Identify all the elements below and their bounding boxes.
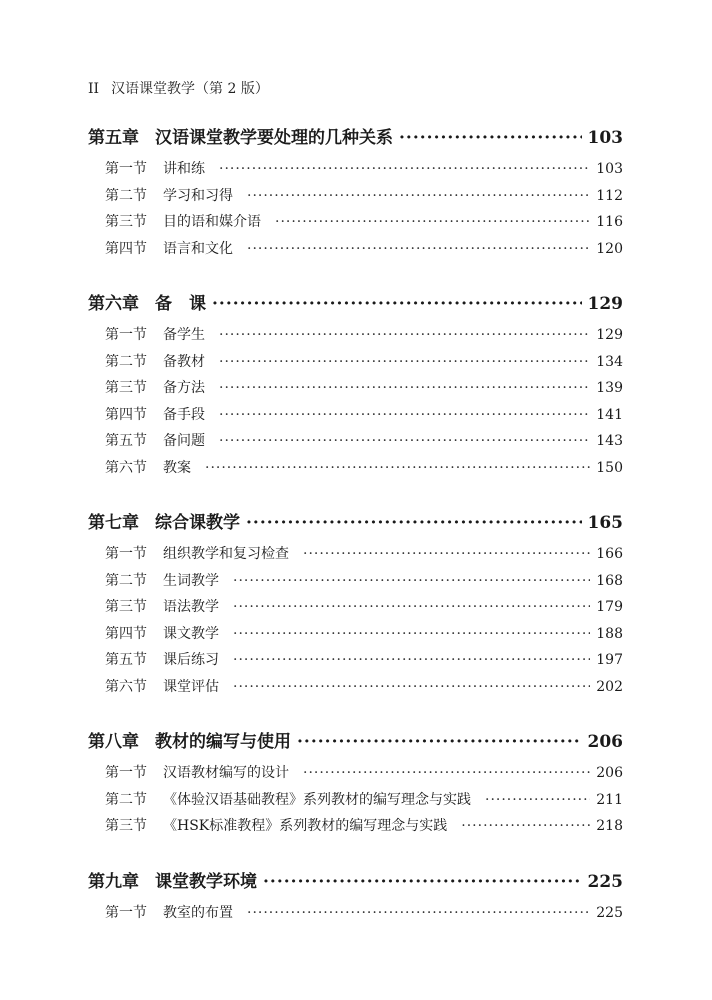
section-title: 备方法 — [163, 380, 205, 396]
section-label: 第六节 — [105, 678, 147, 695]
section-page-number: 188 — [596, 625, 623, 642]
section-title: 教案 — [163, 459, 191, 476]
section-entry[interactable] — [88, 647, 623, 674]
section-label: 第二节 — [105, 353, 147, 370]
section-title: 学习和习得 — [163, 187, 233, 204]
dot-leader — [461, 813, 590, 840]
section-page-number: 168 — [596, 572, 623, 589]
chapter-title: 汉语课堂教学要处理的几种关系 — [155, 128, 393, 148]
chapter-entry[interactable] — [88, 505, 623, 541]
section-title: 语法教学 — [163, 599, 219, 615]
section-title: 组织教学和复习检查 — [163, 546, 289, 562]
section-page-number: 112 — [596, 187, 623, 204]
section-page-number: 150 — [596, 459, 623, 476]
dot-leader — [247, 183, 590, 210]
header-page-number: II — [88, 81, 100, 97]
section-page-number: 103 — [596, 161, 623, 177]
section-label: 第三节 — [105, 599, 147, 615]
section-label: 第三节 — [105, 380, 147, 396]
section-page-number: 139 — [596, 380, 623, 396]
section-label: 第一节 — [105, 765, 147, 781]
section-title: 汉语教材编写的设计 — [163, 765, 289, 781]
chapter-page-number: 225 — [587, 871, 623, 892]
section-entry[interactable] — [88, 183, 623, 210]
chapter-label: 第九章 — [88, 871, 139, 892]
chapter-entry[interactable] — [88, 724, 623, 760]
section-title: 课文教学 — [163, 625, 219, 642]
section-entry[interactable] — [88, 375, 623, 402]
section-label: 第二节 — [105, 572, 147, 589]
section-page-number: 225 — [596, 904, 623, 921]
section-entry[interactable] — [88, 541, 623, 568]
section-label: 第一节 — [105, 161, 147, 177]
section-entry[interactable] — [88, 594, 623, 621]
section-entry[interactable] — [88, 322, 623, 349]
section-label: 第二节 — [105, 791, 147, 808]
dot-leader — [219, 349, 590, 376]
section-entry[interactable] — [88, 813, 623, 840]
dot-leader — [399, 120, 582, 156]
section-entry[interactable] — [88, 787, 623, 814]
header-book-title: 汉语课堂教学（第 2 版） — [111, 81, 269, 97]
section-page-number: 129 — [596, 327, 623, 343]
toc-chapter — [88, 120, 623, 262]
chapter-page-number: 129 — [587, 294, 623, 314]
dot-leader — [303, 760, 590, 787]
section-entry[interactable] — [88, 349, 623, 376]
dot-leader — [247, 236, 590, 263]
dot-leader — [219, 375, 590, 402]
section-entry[interactable] — [88, 900, 623, 927]
section-label: 第六节 — [105, 459, 147, 476]
dot-leader — [219, 428, 590, 455]
section-entry[interactable] — [88, 621, 623, 648]
dot-leader — [246, 505, 582, 541]
section-entry[interactable] — [88, 760, 623, 787]
dot-leader — [233, 621, 590, 648]
dot-leader — [233, 568, 590, 595]
section-title: 备问题 — [163, 433, 205, 449]
section-title: 备学生 — [163, 327, 205, 343]
section-page-number: 206 — [596, 765, 623, 781]
section-page-number: 141 — [596, 406, 623, 423]
section-page-number: 143 — [596, 433, 623, 449]
section-label: 第二节 — [105, 187, 147, 204]
section-title: 讲和练 — [163, 161, 205, 177]
chapter-title: 综合课教学 — [155, 513, 240, 533]
section-page-number: 116 — [596, 214, 623, 230]
section-title: 课堂评估 — [163, 678, 219, 695]
section-page-number: 120 — [596, 240, 623, 257]
chapter-page-number: 165 — [587, 513, 623, 533]
section-label: 第四节 — [105, 240, 147, 257]
running-header — [88, 78, 269, 98]
chapter-page-number: 206 — [587, 732, 623, 752]
section-entry[interactable] — [88, 674, 623, 701]
section-entry[interactable] — [88, 455, 623, 482]
section-page-number: 202 — [596, 678, 623, 695]
section-entry[interactable] — [88, 568, 623, 595]
toc-chapter — [88, 505, 623, 700]
dot-leader — [219, 156, 590, 183]
dot-leader — [263, 864, 582, 900]
section-entry[interactable] — [88, 236, 623, 263]
chapter-entry[interactable] — [88, 120, 623, 156]
dot-leader — [247, 900, 590, 927]
toc-chapter — [88, 286, 623, 481]
chapter-entry[interactable] — [88, 286, 623, 322]
section-title: 课后练习 — [163, 652, 219, 668]
section-label: 第四节 — [105, 625, 147, 642]
chapter-title: 备 课 — [155, 294, 206, 314]
dot-leader — [275, 209, 590, 236]
section-label: 第五节 — [105, 433, 147, 449]
section-title: 《体验汉语基础教程》系列教材的编写理念与实践 — [163, 791, 471, 808]
dot-leader — [485, 787, 590, 814]
section-label: 第一节 — [105, 904, 147, 921]
section-label: 第一节 — [105, 327, 147, 343]
section-entry[interactable] — [88, 402, 623, 429]
chapter-label: 第七章 — [88, 513, 139, 533]
section-label: 第四节 — [105, 406, 147, 423]
toc-chapter — [88, 724, 623, 840]
table-of-contents — [88, 120, 623, 950]
section-title: 语言和文化 — [163, 240, 233, 257]
dot-leader — [297, 724, 582, 760]
chapter-page-number: 103 — [587, 128, 623, 148]
section-entry[interactable] — [88, 428, 623, 455]
chapter-title: 教材的编写与使用 — [155, 732, 291, 752]
chapter-title: 课堂教学环境 — [155, 871, 257, 892]
dot-leader — [233, 594, 590, 621]
section-title: 教室的布置 — [163, 904, 233, 921]
section-entry[interactable] — [88, 156, 623, 183]
dot-leader — [212, 286, 582, 322]
chapter-label: 第八章 — [88, 732, 139, 752]
section-page-number: 179 — [596, 599, 623, 615]
dot-leader — [233, 647, 590, 674]
chapter-entry[interactable] — [88, 864, 623, 900]
section-page-number: 218 — [596, 818, 623, 834]
dot-leader — [205, 455, 590, 482]
section-title: 生词教学 — [163, 572, 219, 589]
dot-leader — [233, 674, 590, 701]
section-entry[interactable] — [88, 209, 623, 236]
section-title: 《HSK标准教程》系列教材的编写理念与实践 — [163, 818, 448, 834]
section-page-number: 211 — [596, 791, 623, 808]
section-label: 第一节 — [105, 546, 147, 562]
dot-leader — [219, 322, 590, 349]
section-label: 第三节 — [105, 214, 147, 230]
section-page-number: 134 — [596, 353, 623, 370]
chapter-label: 第六章 — [88, 294, 139, 314]
toc-chapter — [88, 864, 623, 927]
chapter-label: 第五章 — [88, 128, 139, 148]
dot-leader — [303, 541, 590, 568]
section-page-number: 197 — [596, 652, 623, 668]
section-title: 备手段 — [163, 406, 205, 423]
section-title: 目的语和媒介语 — [163, 214, 261, 230]
section-page-number: 166 — [596, 546, 623, 562]
section-label: 第五节 — [105, 652, 147, 668]
section-title: 备教材 — [163, 353, 205, 370]
section-label: 第三节 — [105, 818, 147, 834]
dot-leader — [219, 402, 590, 429]
